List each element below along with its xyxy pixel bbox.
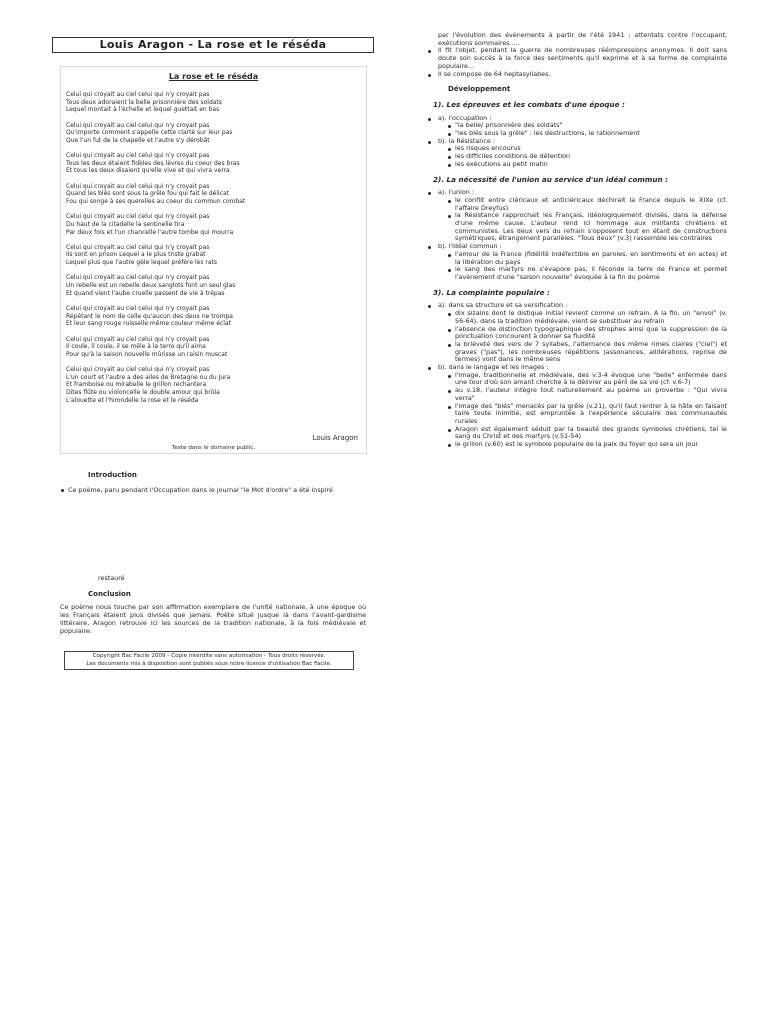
section-2-list <box>421 189 727 281</box>
sub-list <box>438 251 727 282</box>
list-item <box>421 138 727 169</box>
poem-box <box>60 66 367 454</box>
sub-list-item: Aragon est également séduit par la beauté des grands symboles chrétiens, tel le sang du Christ et des martyrs (v.51-54) <box>438 426 727 441</box>
poem-stanza <box>66 91 363 114</box>
sub-list-item: les difficiles conditions de détention <box>438 153 727 161</box>
intro-list <box>421 47 727 78</box>
poem-line: Par deux fois et l'un chancelle l'autre tombe qui mourra <box>66 228 234 236</box>
poem-line: Fou qui songe à ses querelles au coeur du commun combat <box>66 197 246 205</box>
sub-list-item: "la belle/ prisonnière des soldats" <box>438 122 727 130</box>
list-item-label: b). la Résistance : <box>438 136 495 145</box>
poem-line: Celui qui croyait au ciel celui qui n'y croyait pas <box>66 274 210 282</box>
sub-list-item: le grillon (v.60) est le symbole populaire de la paix du foyer qui sera un jour <box>438 441 727 449</box>
list-item <box>421 115 727 138</box>
poem-line: Celui qui croyait au ciel celui qui n'y croyait pas <box>66 305 210 313</box>
sub-list <box>438 372 727 449</box>
list-item: Il fit l'objet, pendant la guerre de nombreuses rééimpressions anonymes. Il doit sans doute son succès à la force des sentiments qu'il exprime et à sa forme de complainte populaire... <box>421 47 727 70</box>
list-item <box>421 243 727 282</box>
poem-line: Répétant le nom de celle qu'aucun des deux ne trompa <box>66 312 233 320</box>
list-item <box>421 302 727 364</box>
section-1-list <box>421 115 727 169</box>
sub-list <box>438 310 727 364</box>
poem-author: Louis Aragon <box>312 434 358 442</box>
sub-list-item: l'image des "blés" menacés par la grêle (v.21), qu'il faut rentrer à la hâte en faisant taire toute inimitié, est empruntée à l'expérience séculaire des communautés rurales <box>438 403 727 426</box>
poem-line: Celui qui croyait au ciel celui qui n'y croyait pas <box>66 213 210 221</box>
poem-stanza <box>66 152 363 175</box>
list-item-label: a). l'occupation : <box>438 113 492 122</box>
poem-line: L'un court et l'autre a des ailes de Bretagne ou du Jura <box>66 373 231 381</box>
copyright-box <box>64 651 354 670</box>
poem-line: Quand les blés sont sous la grêle fou qui fait le délicat <box>66 190 229 198</box>
poem-line: L'alouette et l'hirondelle la rose et le réséda <box>66 396 199 404</box>
poem-stanzas <box>66 91 363 412</box>
sub-list-item: la Résistance rapprochait les Français, idéologiquement divisés, dans la défense d'une même cause. L'auteur rend ici hommage aux militants chrétiens et communistes. Les deux vers du refrain s'opposent tout en étant de constructions symétriques, étrangement parallèles. "Tous deux" (v.3) rassemble les contraires <box>438 212 727 243</box>
list-item: Il se compose de 64 heptasyllabes. <box>421 71 727 79</box>
poem-stanza <box>66 244 363 267</box>
section-3-list <box>421 302 727 448</box>
sub-list-item: le conflit entre cléricaux et anticléricaux déchirait la France depuis le XIXe (cf. l'affaire Dreyfus) <box>438 197 727 212</box>
introduction-item: Ce poème, paru pendant l'Occupation dans le journal "le Mot d'ordre" a été inspiré <box>68 486 366 494</box>
poem-line: Lequel montait à l'échelle et lequel guettait en bas <box>66 106 220 114</box>
license-line: Les documents mis à disposition sont publiés sous notre licence d'utilisation Bac Facile. <box>86 660 332 667</box>
list-item-label: b). dans le langage et les images : <box>438 363 549 372</box>
poem-stanza <box>66 274 363 297</box>
poem-line: Et leur sang rouge ruisselle même couleur même éclat <box>66 320 231 328</box>
poem-stanza <box>66 122 363 145</box>
poem-line: Dites flûte ou violoncelle le double amour qui brûla <box>66 388 220 396</box>
poem-line: Celui qui croyait au ciel celui qui n'y croyait pas <box>66 182 210 190</box>
poem-stanza <box>66 183 363 206</box>
poem-line: Et quand vient l'aube cruelle passent de vie à trépas <box>66 289 225 297</box>
sub-list-item: "les blés sous la grêle" : les destructions, le rationnement <box>438 130 727 138</box>
poem-line: Celui qui croyait au ciel celui qui n'y croyait pas <box>66 366 210 374</box>
sub-list-item: les exécutions au petit matin <box>438 161 727 169</box>
poem-line: Celui qui croyait au ciel celui qui n'y croyait pas <box>66 335 210 343</box>
poem-line: Un rebelle est un rebelle deux sanglots font un seul glas <box>66 282 236 290</box>
list-item-label: a). dans sa structure et sa versification : <box>438 301 568 310</box>
sub-list <box>438 197 727 243</box>
section-3-heading: 3). La complainte populaire : <box>433 287 550 297</box>
poem-line: Du haut de la citadelle la sentinelle tira <box>66 220 185 228</box>
poem-stanza <box>66 366 363 404</box>
poem-line: Pour qu'à la saison nouvelle mûrisse un raisin muscat <box>66 350 228 358</box>
poem-line: Que l'un fut de la chapelle et l'autre s'y dérobât <box>66 136 210 144</box>
poem-line: Et framboise ou mirabelle le grillon rechantera <box>66 381 207 389</box>
sub-list <box>438 122 727 137</box>
intro-continuation: par l'évolution des événements à partir de l'été 1941 : attentats contre l'occupant, exécutions sommaires..... <box>438 31 727 47</box>
sub-list-item: les risques encourus <box>438 145 727 153</box>
section-1-heading: 1). Les épreuves et les combats d'une époque : <box>433 99 625 109</box>
right-column <box>421 32 727 449</box>
poem-stanza <box>66 213 363 236</box>
list-item-label: b). l'idéal commun : <box>438 242 502 251</box>
development-heading: Développement <box>448 85 511 94</box>
poem-line: Celui qui croyait au ciel celui qui n'y croyait pas <box>66 121 210 129</box>
sub-list-item: l'amour de la France (fidélité indéfectible en paroles, en sentiments et en actes) et la libération du pays <box>438 251 727 266</box>
sub-list-item: au v.18, l'auteur intègre tout naturellement au poème un proverbe : "Qui vivra verra" <box>438 387 727 402</box>
introduction-heading: Introduction <box>88 471 137 479</box>
poem-line: Celui qui croyait au ciel celui qui n'y croyait pas <box>66 243 210 251</box>
poem-stanza <box>66 336 363 359</box>
sub-list-item: le sang des martyrs ne s'évapore pas, il féconde la terre de France et permet l'avènement d'une "saison nouvelle" évoquée à la fin du poème <box>438 266 727 281</box>
sub-list <box>438 145 727 168</box>
sub-list-item: l'absence de distinction typographique des strophes ainsi que la suppression de la ponctuation concourent à donner sa fluidité <box>438 326 727 341</box>
sub-list-item: l'image, traditionnelle et médiévale, des v.3-4 évoque une "belle" enfermée dans une tour d'où son amant cherche à la délivrer au péril de sa vie (cf. v.6-7) <box>438 372 727 387</box>
public-domain-note: Texte dans le domaine public. <box>171 445 256 451</box>
poem-line: Ils sont en prison Lequel a le plus triste grabat <box>66 251 206 259</box>
list-item <box>421 189 727 243</box>
poem-line: Tous les deux étaient fidèles des lèvres du coeur des bras <box>66 159 240 167</box>
sub-list-item: la brièveté des vers de 7 syllabes, l'alternance des même rimes claires ("ciel") et graves ("pas"), les nombreuses répétitions (assonances, allitérations, reprise de termes) vont dans le même sens <box>438 341 727 364</box>
poem-line: Celui qui croyait au ciel celui qui n'y croyait pas <box>66 91 210 98</box>
page-title: Louis Aragon - La rose et le réséda <box>52 37 374 53</box>
introduction-continuation: restauré <box>98 574 125 582</box>
list-item-label: a). l'union : <box>438 188 475 197</box>
poem-stanza <box>66 305 363 328</box>
copyright-line: Copyright Bac Facile 2009 - Copie interdite sans autorisation - Tous droits réservés. <box>92 653 326 659</box>
list-item <box>421 364 727 449</box>
section-2-heading: 2). La nécessité de l'union au service d'un idéal commun : <box>433 174 668 184</box>
poem-line: Lequel plus que l'autre gèle lequel préfère les rats <box>66 259 217 267</box>
poem-line: Qu'importe comment s'appelle cette clarté sur leur pas <box>66 129 233 137</box>
poem-line: Celui qui croyait au ciel celui qui n'y croyait pas <box>66 152 210 160</box>
poem-title: La rose et le réséda <box>168 72 259 81</box>
poem-line: Tous deux adoraient la belle prisonnière des soldats <box>66 98 222 106</box>
poem-line: Il coule, il coule, il se mêle à la terre qu'il aima <box>66 343 206 351</box>
sub-list-item: dix sizains dont le distique initial revient comme un refrain. A la fin, un "envoi" (v. 56-64), dans la tradition médiévale, vient se substituer au refrain <box>438 310 727 325</box>
conclusion-text: Ce poème nous touche par son affirmation exemplaire de l'unité nationale, à une époque où les Français étaient plus divisés que jamais. Poète situé jusque là dans l'avant-gardisme littéraire, Aragon retrouve ici les sources de la tradition nationale, à la fois médiévale et populaire. <box>60 603 366 635</box>
poem-line: Et tous les deux disaient qu'elle vive et qui vivra verra <box>66 167 230 175</box>
conclusion-heading: Conclusion <box>88 590 131 598</box>
